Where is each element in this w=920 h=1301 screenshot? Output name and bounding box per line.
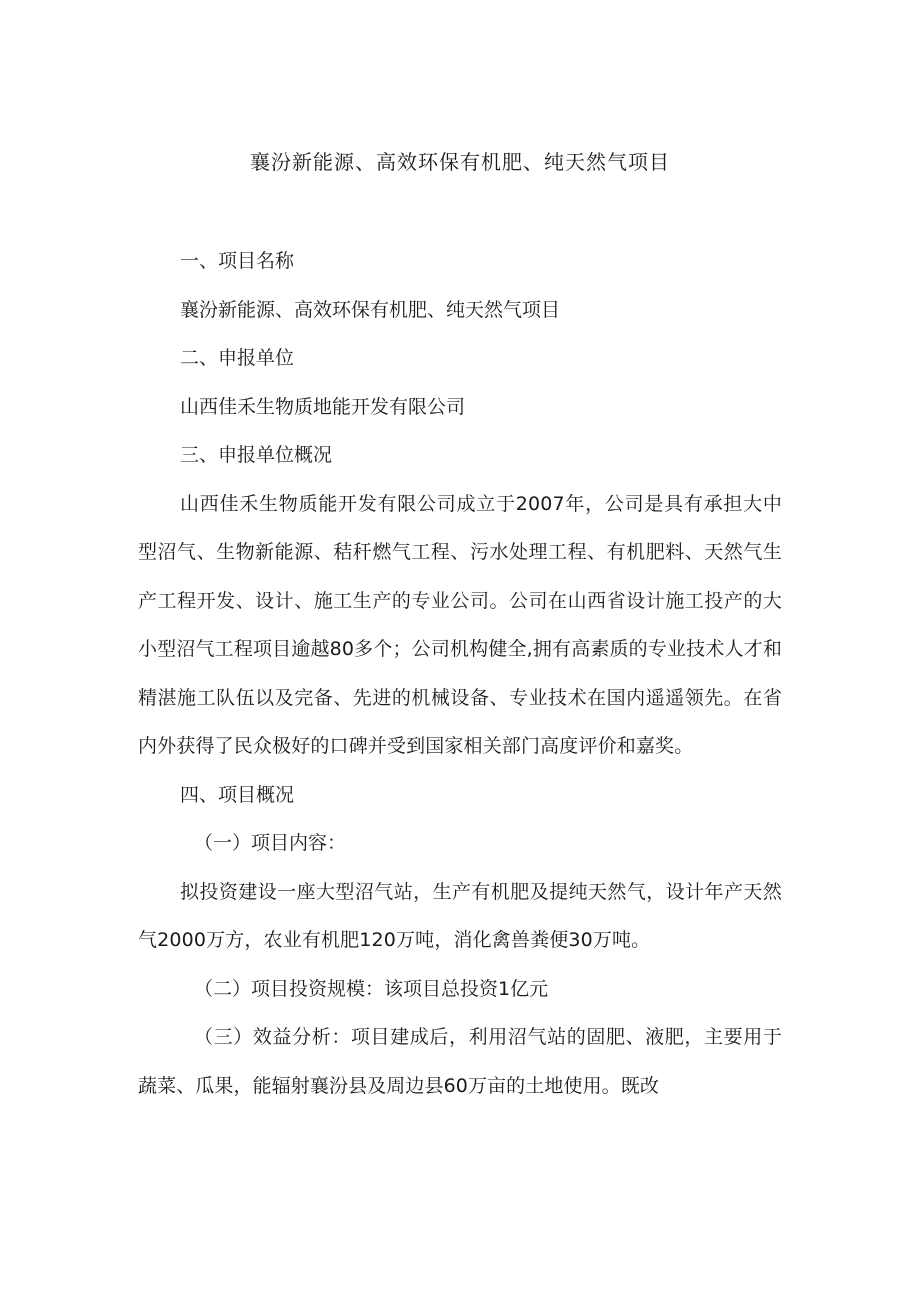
benefit-analysis-paragraph: （三）效益分析：项目建成后，利用沼气站的固肥、液肥，主要用于蔬菜、瓜果，能辐射襄汾县及周边县60万亩的土地使用。既改: [138, 1026, 782, 1097]
applicant-overview-paragraph: 山西佳禾生物质能开发有限公司成立于2007年，公司是具有承担大中型沼气、生物新能源、秸秆燃气工程、污水处理工程、有机肥料、天然气生产工程开发、设计、施工生产的专业公司。公司在山西省设计施工投产的大小型沼气工程项目逾越80多个；公司机构健全,拥有高素质的专业技术人才和精湛施工队伍以及完备、先进的机械设备、专业技术在国内遥遥领先。在省内外获得了民众极好的口碑并受到国家相关部门高度评价和嘉奖。: [138, 492, 782, 757]
document-title: 襄汾新能源、高效环保有机肥、纯天然气项目: [250, 150, 670, 174]
project-content-paragraph: 拟投资建设一座大型沼气站，生产有机肥及提纯天然气，设计年产天然气2000万方，农业有机肥120万吨，消化禽兽粪便30万吨。: [138, 880, 782, 951]
applicant-name-text: 山西佳禾生物质地能开发有限公司: [180, 395, 466, 418]
section-heading-applicant-overview: 三、申报单位概况: [180, 444, 333, 466]
subsection-content-label: （一）项目内容：: [194, 832, 347, 854]
section-heading-project-overview: 四、项目概况: [180, 783, 295, 806]
project-name-text: 襄汾新能源、高效环保有机肥、纯天然气项目: [180, 298, 561, 321]
document-body: [138, 237, 782, 1110]
section-heading-applicant: 二、申报单位: [180, 347, 295, 369]
section-heading-project-name: 一、项目名称: [180, 250, 295, 272]
investment-scale-text: （二）项目投资规模：该项目总投资1亿元: [194, 977, 549, 1000]
